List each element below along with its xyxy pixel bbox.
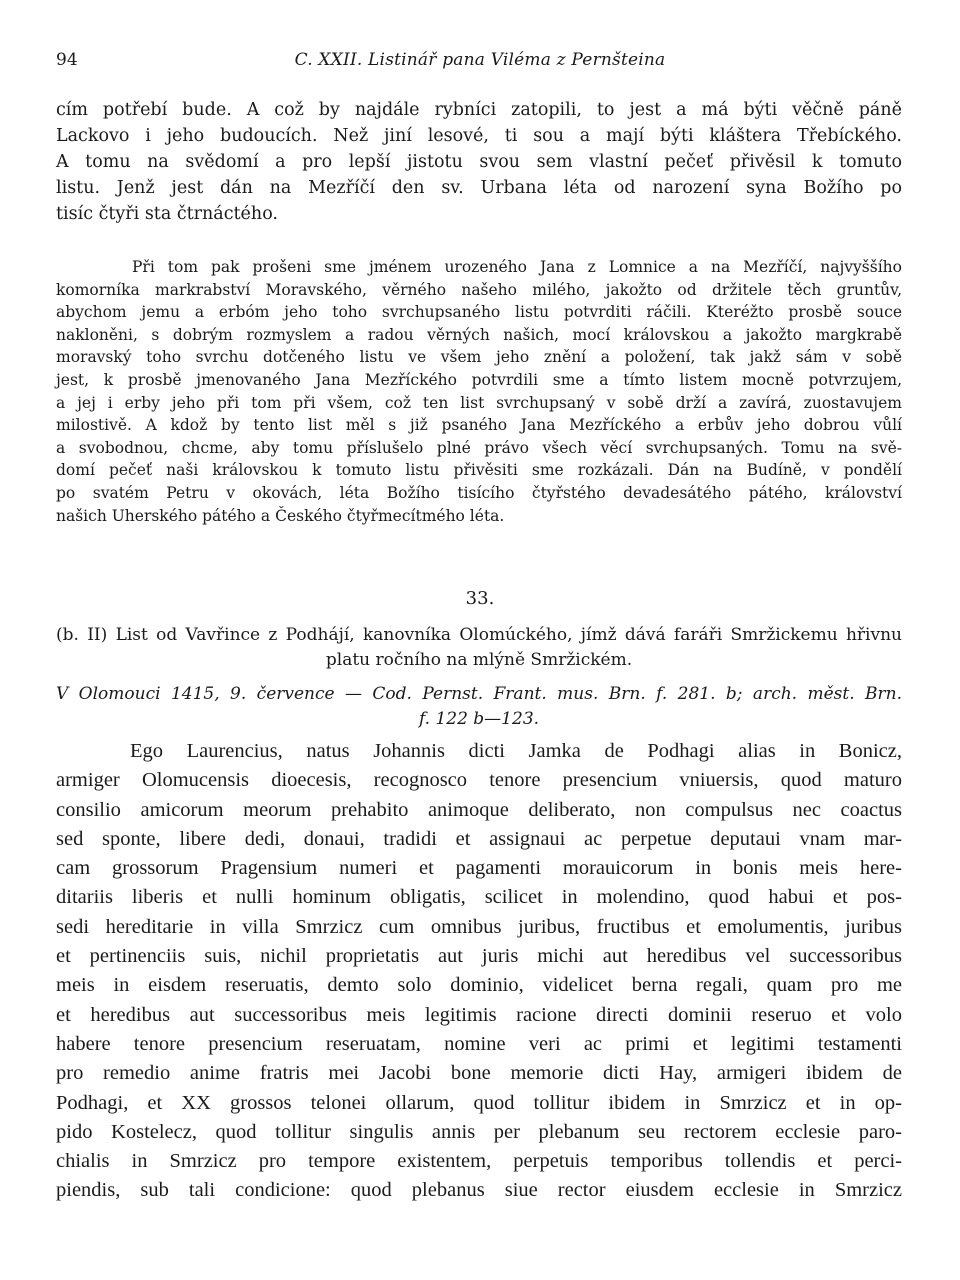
text-line: pido Kostelecz, quod tollitur singulis annis per plebanum seu rectorem ecclesie paro- bbox=[56, 1120, 902, 1143]
text-line: a jej i erby jeho při tom při všem, což ten list svrchupsaný v sobě drží a zavírá, zuostavujem bbox=[56, 393, 902, 412]
page-header bbox=[56, 50, 904, 76]
text-line: milostivě. A kdož by tento list měl s již psaného Jana Mezříckého a erbův jeho dobrou vůlí bbox=[56, 416, 902, 435]
text-line: armiger Olomucensis dioecesis, recognosco tenore presencium vniuersis, quod maturo bbox=[56, 769, 902, 792]
text-line: ditariis liberis et nulli hominum obligatis, scilicet in molendino, quod habui et pos- bbox=[56, 886, 902, 909]
text-line: moravský toho svrchu dotčeného listu ve všem jeho znění a položení, tak jakž sám v sobě bbox=[56, 348, 902, 367]
text-line: f. 122 b—123. bbox=[418, 709, 540, 729]
text-line: meis in eisdem reseruatis, demto solo dominio, videlicet berna regali, quam pro me bbox=[56, 974, 902, 997]
text-line: abychom jemu a erbóm jeho toho svrchupsaného listu potvrditi ráčili. Kteréžto prosbě souce bbox=[56, 303, 902, 322]
text-line: et pertinenciis suis, nichil proprietatis aut juris michi aut heredibus vel successoribus bbox=[56, 945, 902, 968]
text-line: cím potřebí bude. A což by najdále rybníci zatopili, to jest a má býti věčně páně bbox=[56, 100, 902, 120]
text-line: Ego Laurencius, natus Johannis dicti Jamka de Podhagi alias in Bonicz, bbox=[130, 740, 902, 762]
text-line: consilio amicorum meorum prehabito animoque deliberato, non compulsus nec coactus bbox=[56, 798, 902, 821]
text-line: Podhagi, et XX grossos telonei ollarum, quod tollitur ibidem in Smrzicz et in op- bbox=[56, 1091, 902, 1114]
text-line: A tomu na svědomí a pro lepší jistotu svou sem vlastní pečeť přivěsil k tomuto bbox=[56, 152, 902, 172]
text-line: pro remedio anime fratris mei Jacobi bone memorie dicti Hay, armigeri ibidem de bbox=[56, 1062, 902, 1085]
text-line: Lackovo i jeho budoucích. Než jiní lesové, ti sou a mají býti kláštera Třebíckého. bbox=[56, 126, 902, 146]
document-dating bbox=[56, 682, 902, 732]
text-line: jest, k prosbě jmenovaného Jana Mezříckého potvrdili sme a tímto listem mocně potvrzujem, bbox=[56, 370, 902, 389]
text-line: cam grossorum Pragensium numeri et pagamenti morauicorum in bonis meis here- bbox=[56, 857, 902, 880]
text-line: V Olomouci 1415, 9. července — Cod. Pernst. Frant. mus. Brn. f. 281. b; arch. měst. Brn. bbox=[56, 684, 902, 704]
running-title: C. XXII. Listinář pana Viléma z Pernšteina bbox=[294, 50, 666, 70]
document-regest bbox=[56, 623, 902, 673]
confirmation-paragraph bbox=[56, 256, 902, 527]
text-line: sedi hereditarie in villa Smrzicz cum omnibus juribus, fructibus et emolumentis, juribus bbox=[56, 915, 902, 938]
intro-paragraph bbox=[56, 97, 902, 227]
text-line: platu ročního na mlýně Smržickém. bbox=[325, 650, 633, 670]
latin-charter-text bbox=[56, 737, 902, 1206]
document-number: 33. bbox=[465, 588, 495, 609]
page-number: 94 bbox=[56, 50, 78, 70]
text-line: a svobodnou, chcme, aby tomu příslušelo plné právo všech věcí svrchupsaných. Tomu na svě- bbox=[56, 438, 902, 457]
text-line: et heredibus aut successoribus meis legitimis racione directi dominii reseruo et volo bbox=[56, 1003, 902, 1026]
text-line: habere tenore presencium reseruatam, nomine veri ac primi et legitimi testamenti bbox=[56, 1032, 902, 1055]
text-line: chialis in Smrzicz pro tempore existentem, perpetuis temporibus tollendis et perci- bbox=[56, 1150, 902, 1173]
text-line: listu. Jenž jest dán na Mezříčí den sv. Urbana léta od narození syna Božího po bbox=[56, 178, 902, 198]
text-line: našich Uherského pátého a Českého čtyřmecítmého léta. bbox=[56, 506, 505, 525]
text-line: Při tom pak prošeni sme jménem urozeného Jana z Lomnice a na Mezříčí, najvyššího bbox=[132, 258, 902, 276]
text-line: domí pečeť naši královskou k tomuto listu přivěsiti sme rozkázali. Dán na Budíně, v pondělí bbox=[56, 461, 902, 480]
text-line: nakloněni, s dobrým rozmyslem a radou věrných našich, mocí královskou a jakožto margkrabě bbox=[56, 325, 902, 344]
text-line: komorníka markrabství Moravského, věrného našeho milého, jakožto od držitele těch gruntův, bbox=[56, 280, 902, 299]
text-line: po svatém Petru v okovách, léta Božího tisícího čtyřstého devadesátého pátého, království bbox=[56, 483, 902, 502]
text-line: (b. II) List od Vavřince z Podhájí, kanovníka Olomúckého, jímž dává faráři Smržickemu hřivnu bbox=[56, 625, 902, 645]
text-line: piendis, sub tali condicione: quod plebanus siue rector eiusdem ecclesie in Smrzicz bbox=[56, 1179, 902, 1202]
text-line: tisíc čtyři sta čtrnáctého. bbox=[56, 204, 278, 224]
text-line: sed sponte, libere dedi, donaui, tradidi et assignaui ac perpetue deputaui vnam mar- bbox=[56, 827, 902, 850]
